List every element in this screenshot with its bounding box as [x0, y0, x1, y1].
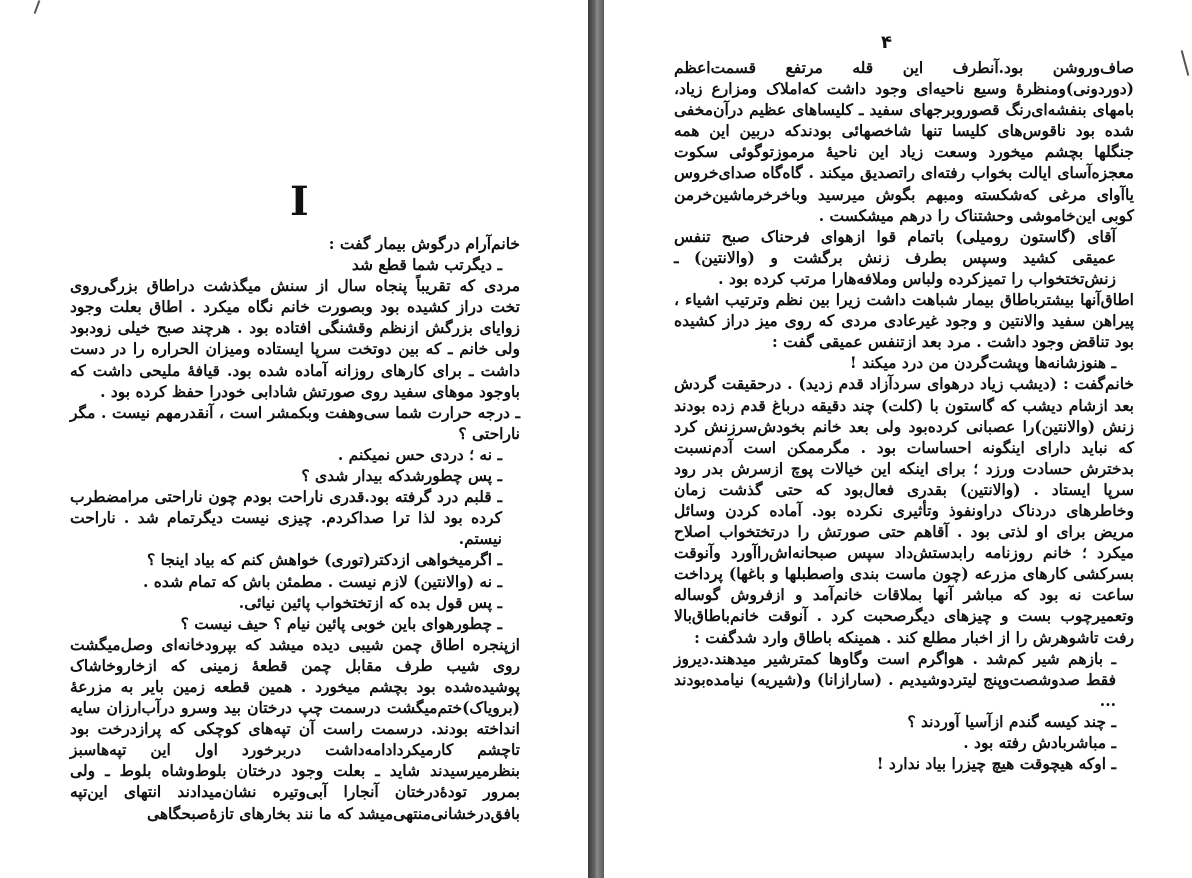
paragraph: مردی که تقریباً پنجاه سال از سنش میگذشت دراطاق بزرگی‌روی تخت دراز کشیده بود وبصورت خانم نگاه میکرد . اطاق بعلت وجود زوایای بزرگش ازنظم وقشنگی افتاده بود . هرچند صبح خیلی زودبود ولی خانم ـ که بین دوتخت سرپا ایستاده ومیزان الحراره را در دست داشت ـ برای کارهای روزانه آماده شده بود. قیافهٔ ملیحی داشت که باوجود موهای سفید روی صورتش شادابی خودرا حفظ کرده بود .: [70, 276, 520, 401]
right-page: [604, 0, 1192, 878]
paragraph: صاف‌وروشن بود.آنطرف این قله مرتفع قسمت‌اعظم (دوردونی)ومنظرهٔ وسیع ناحیه‌ای وجود داشت که‌املاک ومزارع زیاد، بامهای بنفشه‌ای‌رنگ قصوروبرجهای سفید ـ کلیساهای عظیم درآن‌مخفی شده بود ناقوس‌های کلیسا تنها شاخصهائی بودندکه دربین این همه جنگلها بچشم میخورد وسعت زیاد این ناحیهٔ مرموزتوگوئی سکوت معجزه‌آسای ایالت بخواب رفته‌ای راتصدیق میکند . گاه‌گاه صدای‌خروس یاآوای مرغی که‌شکسته ومبهم بگوش میرسید وباخرخرماشین‌خرمن کوبی این‌خاموشی وحشتناک را درهم میشکست .: [674, 58, 1134, 225]
paragraph: ـ قلبم درد گرفته بود.قدری ناراحت بودم چون ناراحتی مرامضطرب کرده بود لذا ترا صداکردم. چیزی نیست دیگرتمام شد . ناراحت نیستم.: [70, 487, 502, 549]
scan-mark: [34, 0, 41, 14]
paragraph: ـ هنوزشانه‌ها وپشت‌گردن من درد میکند !: [849, 353, 1116, 373]
paragraph: خانم‌گفت : (دیشب زیاد درهوای سردآزاد قدم زدید) . درحقیقت گردش بعد ازشام دیشب که گاستون با (کلت) چند دقیقه درباغ قدم زده بودند زنش (والانتین)را عصبانی کرده‌بود ولی بعد خانم بخودش‌سرزنش کرد که نباید دارای اینگونه احساسات بود . مگرممکن است آدم‌نسبت بدخترش حسادت ورزد ؛ برای اینکه این خیالات پوچ ازسرش بدر رود سرپا ایستاد . (والانتین) بقدری فعال‌بود که حتی گذشت زمان وخاطرهای دردناک دراونفوذ وتأثیری نکرده بود. آماده کردن وسائل مریض برای او لذتی بود . آقاهم حتی صورتش را درتختخواب اصلاح میکرد ؛ خانم روزنامه رابدستش‌داد سپس صبحانه‌اش‌راآورد وآنوقت بسرکشی کارهای مزرعه (چون ماست بندی واصطبلها و باغها) پرداخت ساعت نه بود که مباشر آنها بملاقات خانم‌آمد و ازفروش گوساله وتعمیرچوب بست و چیزهای دیگرصحبت کرد . آنوقت خانم‌باطاق‌بالا رفت تاشوهرش را از اخبار مطلع کند . همینکه باطاق وارد شدگفت :: [674, 374, 1134, 647]
paragraph: آقای (گاستون رومیلی) باتمام قوا ازهوای فرحناک صبح تنفس عمیقی کشید وسپس بطرف زنش برگشت و (والانتین) ـ زنش‌تختخواب را تمیزکرده ولباس وملافه‌هارا مرتب کرده بود .: [674, 226, 1116, 288]
book-gutter: [588, 0, 604, 878]
paragraph: ـ چند کیسه گندم ازآسیا آوردند ؟: [907, 711, 1116, 731]
paragraph: ـ دیگرتب شما قطع شد: [351, 255, 502, 275]
paragraph: ـ چطورهوای باین خوبی پائین نیام ؟ حیف نیست ؟: [180, 613, 502, 633]
paragraph: اطاق‌آنها بیشترباطاق بیمار شباهت داشت زیرا بین نظم وترتیب اشیاء ، پیراهن سفید والانتین و وجود غیرعادی مردی که روی میز دراز کشیده بود تناقض وجود داشت . مرد بعد ازتنفس عمیقی گفت :: [674, 290, 1134, 352]
paragraph: ـ مباشربادش رفته بود .: [963, 733, 1116, 752]
page-number: ۴: [881, 32, 892, 53]
paragraph: ـ پس قول بده که ازتختخواب پائین نیائی.: [238, 592, 502, 612]
paragraph: ـ اگرمیخواهی ازدکتر(توری) خواهش کنم که بیاد اینجا ؟: [146, 550, 502, 570]
chapter-heading: I: [290, 178, 309, 225]
paragraph: ـ نه (والانتین) لازم نیست . مطمئن باش که تمام شده .: [143, 571, 502, 591]
paragraph: ـ درجه حرارت شما سی‌وهفت وبکمشر است ، آنقدرمهم نیست . مگر ناراحتی ؟: [70, 402, 520, 443]
paragraph: ازپنجره اطاق چمن شیبی دیده میشد که بپرودخانه‌ای وصل‌میگشت روی شیب طرف مقابل چمن قطعهٔ زمینی که ازخاروخاشاک پوشیده‌شده بود بچشم میخورد . همین قطعه زمین بایر به مزرعهٔ (برویاک)ختم‌میگشت درسمت چپ درختان بید وسرو درآب‌ارزان سایه انداخته بودند. درسمت راست آن تپه‌های کوچکی که پرازدرخت بود تاچشم کارمیکرد‌ادامه‌داشت دربرخورد اول این تپه‌هاسبز بنظرمیرسیدند شاید ـ بعلت وجود درختان بلوط‌وشاه بلوط ـ ولی بمرور تودهٔ‌درختان آنجارا آبی‌وتیره نشان‌میدادند انتهای این‌تپه بافق‌درخشانی‌منتهی‌میشد که ما نند بخارهای تازهٔ‌صبحگاهی: [70, 634, 520, 823]
paragraph: ـ بازهم شیر کم‌شد . هواگرم است وگاوها کمترشیر میدهند.دیروز فقط صدوشصت‌وپنج لیتردوشیدیم . (سارازانا) و(شیریه) نیامده‌بودند ...: [674, 648, 1116, 710]
paragraph: ـ اوکه هیچوقت هیچ چیزرا بیاد ندارد !: [876, 754, 1116, 774]
paragraph: ـ نه ؛ دردی حس نمیکنم .: [337, 444, 502, 464]
right-page-body: [674, 57, 1134, 774]
paragraph: ـ پس چطورشدکه بیدار شدی ؟: [301, 466, 502, 486]
left-page: [0, 0, 588, 878]
left-page-body: [70, 233, 520, 824]
scan-mark: [1181, 50, 1190, 76]
paragraph: خانم‌آرام درگوش بیمار گفت :: [328, 234, 520, 253]
